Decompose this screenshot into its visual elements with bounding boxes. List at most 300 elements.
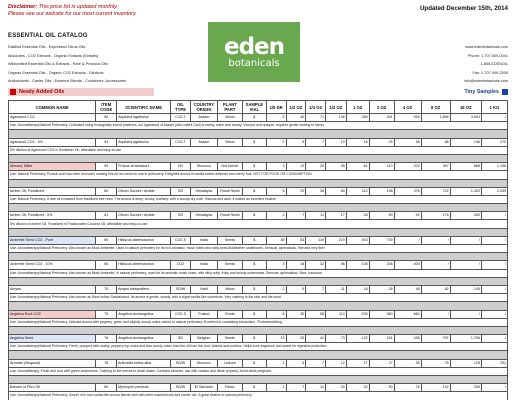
price-cell: 5: [286, 359, 306, 367]
price-cell: 41: [306, 335, 326, 343]
price-cell: 3,593: [450, 114, 481, 122]
price-cell: 1,796: [450, 335, 481, 343]
oil-row[interactable]: [9, 261, 508, 269]
price-cell: 128: [450, 359, 481, 367]
oil-name: Agarwood CO2 - 5%: [9, 138, 96, 146]
oil-name: Amber Oil, Fossilized - 5%: [9, 212, 96, 220]
price-cell: 110: [326, 310, 347, 318]
price-cell: 3: [266, 163, 286, 171]
separator-cell: [9, 253, 508, 261]
catalog-category: Absolutes - CO2 Extracts - Organic Extracts (Extraits): [8, 53, 99, 58]
price-cell: 46: [394, 138, 421, 146]
oil-name: Ambrette Seed CO2 - 10%: [9, 261, 96, 269]
price-cell: $: [242, 310, 266, 318]
column-header: 8 OZ: [421, 101, 450, 114]
scientific-name: Amyris balsamifera: [117, 285, 171, 293]
price-cell: /: [481, 114, 507, 122]
price-cell: 20: [286, 187, 306, 195]
price-cell: /: [450, 236, 481, 244]
price-cell: /: [481, 236, 507, 244]
price-cell: 27: [369, 359, 394, 367]
oil-name: Almond, Bitter: [9, 163, 96, 171]
description-row: [9, 171, 508, 179]
oil-type: CO2: [171, 261, 191, 269]
price-cell: 119: [306, 236, 326, 244]
price-cell: 92: [394, 212, 421, 220]
price-cell: 61: [346, 163, 369, 171]
price-cell: 60: [326, 187, 347, 195]
oil-type: CO2-T: [171, 138, 191, 146]
price-cell: $: [242, 236, 266, 244]
plant-part: Resin: [217, 384, 242, 392]
oil-name: Angelica Root CO2: [9, 310, 96, 318]
row-separator: [9, 154, 508, 162]
price-cell: 300: [450, 212, 481, 220]
price-cell: 2: [266, 138, 286, 146]
column-header: 1/4 OZ: [306, 101, 326, 114]
oil-row[interactable]: [9, 114, 508, 122]
price-cell: /: [421, 310, 450, 318]
price-cell: 26: [369, 285, 394, 293]
item-code: 60: [96, 187, 117, 195]
item-code: 66: [96, 261, 117, 269]
price-cell: 241: [369, 335, 394, 343]
price-cell: 82: [421, 285, 450, 293]
catalog-category: Distilled Essential Oils - Expressed Citrus Oils: [8, 45, 86, 49]
plant-part: Roots: [217, 310, 242, 318]
item-code: 70: [96, 285, 117, 293]
price-cell: 176: [421, 212, 450, 220]
price-cell: 88: [421, 138, 450, 146]
oil-type: SD: [171, 335, 191, 343]
scientific-name: Angelica archangelica: [117, 335, 171, 343]
table-body: [9, 114, 508, 400]
oil-type: SD/W: [171, 384, 191, 392]
column-header: PLANT PART: [217, 101, 242, 114]
price-cell: 6: [266, 310, 286, 318]
separator-cell: [9, 204, 508, 212]
oil-name: Ambrette Seed CO2 - Pure: [9, 236, 96, 244]
plant-part: Wood: [217, 114, 242, 122]
price-cell: 50: [369, 212, 394, 220]
oil-row[interactable]: [9, 335, 508, 343]
item-code: 78: [96, 359, 117, 367]
price-table: [8, 100, 508, 400]
price-cell: 73: [326, 335, 347, 343]
price-cell: 16: [286, 261, 306, 269]
price-cell: 251: [481, 359, 507, 367]
price-cell: 30: [286, 310, 306, 318]
country-origin: Haiti: [190, 285, 217, 293]
price-cell: 36: [306, 187, 326, 195]
price-cell: 76: [394, 384, 421, 392]
price-cell: $: [242, 212, 266, 220]
price-cell: 360: [369, 310, 394, 318]
oil-type: CO2-S: [171, 236, 191, 244]
description-row: [9, 122, 508, 130]
plant-part: Nut Kernel: [217, 163, 242, 171]
price-cell: 71: [306, 114, 326, 122]
price-cell: 5: [286, 138, 306, 146]
price-cell: $: [242, 138, 266, 146]
separator-cell: [9, 154, 508, 162]
oil-name: Angelica Seed: [9, 335, 96, 343]
row-separator: [9, 302, 508, 310]
description-row: [9, 220, 508, 228]
price-cell: $: [242, 187, 266, 195]
price-cell: 198: [369, 187, 394, 195]
row-separator: [9, 351, 508, 359]
price-cell: 16: [346, 285, 369, 293]
scientific-name: Myroxylon pereirae: [117, 384, 171, 392]
price-cell: 5: [266, 114, 286, 122]
catalog-categories: [8, 43, 208, 86]
price-cell: 7: [306, 138, 326, 146]
price-cell: 12: [306, 384, 326, 392]
price-cell: $: [242, 261, 266, 269]
price-cell: 16: [346, 138, 369, 146]
item-code: 55: [96, 114, 117, 122]
legend-tiny-label: Tiny Samples: [464, 89, 499, 95]
oil-description: 5% dilution of Agarwood CO2 in Sunflower Oil, affordable and easy-to-use: [9, 146, 508, 154]
item-code: 59: [96, 163, 117, 171]
price-cell: /: [450, 310, 481, 318]
price-cell: $: [242, 359, 266, 367]
price-cell: 25: [286, 335, 306, 343]
column-header: OIL TYPE: [171, 101, 191, 114]
row-separator: [9, 228, 508, 236]
oil-type: DD: [171, 187, 191, 195]
contact-tollfree: 1-855-EDENOIL: [480, 62, 508, 67]
price-cell: 10: [326, 138, 347, 146]
separator-cell: [9, 277, 508, 285]
price-cell: 206: [450, 384, 481, 392]
country-origin: Belgium: [190, 335, 217, 343]
plant-part: Wood: [217, 138, 242, 146]
oil-description: Use: Aromatherapy. Fresh and cool with green undertones. Calming to the nerves in small doses. Contains ketones, use with caution and dilute properly. Avoid while pregnant.: [9, 367, 508, 375]
catalog-category: Organic Essential Oils - Organic CO2 Extracts - Dilutions: [8, 70, 104, 75]
catalog-title: ESSENTIAL OIL CATALOG: [8, 33, 88, 39]
table-header: [9, 101, 508, 114]
price-cell: 1,403: [450, 187, 481, 195]
price-cell: 7: [306, 359, 326, 367]
plant-part: Fossil Resin: [217, 212, 242, 220]
plant-part: Wood: [217, 285, 242, 293]
column-header: COUNTRY ORIGIN: [190, 101, 217, 114]
oil-name: Amyris: [9, 285, 96, 293]
column-header: 2 OZ: [369, 101, 394, 114]
price-cell: 1,196: [481, 163, 507, 171]
scientific-name: Hibiscus abelmoschus: [117, 236, 171, 244]
scientific-name: Angelica archangelica: [117, 310, 171, 318]
column-header: SAMPLE VIAL: [242, 101, 266, 114]
price-cell: 400: [394, 261, 421, 269]
contact-info: [398, 43, 508, 86]
price-cell: 45: [394, 359, 421, 367]
column-header: 1/2 OZ: [286, 101, 306, 114]
row-separator: [9, 179, 508, 187]
price-cell: 20: [326, 384, 347, 392]
price-cell: 7: [286, 212, 306, 220]
description-row: [9, 318, 508, 326]
price-cell: $: [242, 335, 266, 343]
price-cell: 25: [369, 138, 394, 146]
price-cell: 219: [326, 236, 347, 244]
price-cell: 146: [450, 138, 481, 146]
contact-fax: Fax: 1-707-949-2530: [472, 70, 508, 75]
oil-row[interactable]: [9, 212, 508, 220]
column-header: 1 KG: [481, 101, 507, 114]
row-separator: [9, 277, 508, 285]
price-cell: 11: [326, 285, 347, 293]
scientific-name: Artemisia herba-alba: [117, 359, 171, 367]
price-cell: 660: [394, 310, 421, 318]
price-cell: 2: [266, 212, 286, 220]
column-header: 1/6 DR: [266, 101, 286, 114]
price-cell: 945: [394, 114, 421, 122]
separator-cell: [9, 326, 508, 334]
row-separator: [9, 376, 508, 384]
price-cell: 40: [286, 114, 306, 122]
oil-description: 5% dilution of Amber Oil, Fossilized in Fractionated Coconut Oil, affordable and easy-to-use.: [9, 220, 508, 228]
price-cell: 3: [266, 261, 286, 269]
price-cell: /: [481, 310, 507, 318]
price-cell: 5: [266, 187, 286, 195]
row-separator: [9, 326, 508, 334]
price-cell: 13: [266, 335, 286, 343]
price-cell: 50: [369, 384, 394, 392]
legend-new-label: Newly Added Oils: [19, 89, 65, 95]
blue-square-icon: [502, 89, 508, 95]
plant-part: Fossil Resin: [217, 187, 242, 195]
red-square-icon: [10, 89, 16, 95]
oil-type: CO2-S: [171, 310, 191, 318]
description-row: [9, 294, 508, 302]
description-row: [9, 269, 508, 277]
country-origin: El Salvador: [190, 384, 217, 392]
oil-row[interactable]: [9, 236, 508, 244]
column-header: 4 OZ: [394, 101, 421, 114]
price-cell: $: [242, 163, 266, 171]
price-cell: /: [421, 261, 450, 269]
price-cell: 132: [421, 384, 450, 392]
disclaimer: [8, 4, 368, 18]
separator-cell: [9, 130, 508, 138]
oil-type: DD: [171, 212, 191, 220]
price-cell: /: [450, 261, 481, 269]
price-cell: 136: [326, 114, 347, 122]
oil-type: SD/W: [171, 359, 191, 367]
eden-botanicals-logo: [208, 22, 300, 82]
country-origin: Morocco: [190, 359, 217, 367]
oil-row[interactable]: [9, 163, 508, 171]
scientific-name: Oleum Succini / Ambar: [117, 187, 171, 195]
catalog-category: Antioxidants - Carrier Oils - Essence Blends - Containers, Accessories: [8, 79, 126, 84]
price-cell: 438: [394, 335, 421, 343]
item-code: 65: [96, 236, 117, 244]
item-code: 80: [96, 384, 117, 392]
oil-row[interactable]: [9, 187, 508, 195]
price-cell: 378: [394, 187, 421, 195]
oil-row[interactable]: [9, 310, 508, 318]
column-header: ITEM CODE: [96, 101, 117, 114]
oil-row[interactable]: [9, 285, 508, 293]
price-cell: /: [481, 384, 507, 392]
column-header: COMMON NAME: [9, 101, 96, 114]
contact-phone: Phone: 1-707-509-0041: [467, 53, 508, 58]
column-header: SCIENTIFIC NAME: [117, 101, 171, 114]
oil-type: HD: [171, 163, 191, 171]
oil-type: CO2-T: [171, 114, 191, 122]
oil-name: Armoise (Mugwort): [9, 359, 96, 367]
price-cell: 28: [346, 212, 369, 220]
scientific-name: Hibiscus abelmoschus: [117, 261, 171, 269]
price-cell: 668: [450, 163, 481, 171]
oil-description: Use: Aromatherapy/Natural Perfumery. Also known as Musk Ambrette, in natural perfumery, used for its animalic musk notes, with silky nutty, fruity and woody undertones. Sensual, aphrodisiac. Nice, luxurious.: [9, 269, 508, 277]
country-origin: Poland: [190, 310, 217, 318]
scientific-name: Prunus armeniaca L.: [117, 163, 171, 171]
item-code: 76: [96, 335, 117, 343]
price-cell: 739: [369, 236, 394, 244]
oil-description: Use: Aromatherapy/Natural Perfumery. Cultivated using ecologically sound practices, our Agarwood of Assam (also called Oud) is earthy, warm and woody. Viscous and opaque, requires gentle heating to blend.: [9, 122, 508, 130]
oil-description: Use: Aromatherapy/Natural Perfumery. Also known as West Indian Sandalwood, its aroma is gentle, woody, with a slight vanilla-like undertone. Very calming to the skin and the mind.: [9, 294, 508, 302]
price-cell: 56: [326, 261, 347, 269]
price-cell: 63: [286, 236, 306, 244]
price-cell: 202: [394, 163, 421, 171]
price-cell: $: [242, 384, 266, 392]
disclaimer-line2: Please see our website for our most current inventory.: [8, 11, 137, 17]
oil-description: Use: Aromatherapy/Natural Perfumery. Delicate aroma with peppery, green and slightly woody notes valued in natural perfumery. Excellent in combating exhaustion. Photosensitizing.: [9, 318, 508, 326]
price-cell: 797: [421, 335, 450, 343]
price-cell: 12: [326, 359, 347, 367]
plant-part: Seeds: [217, 236, 242, 244]
price-cell: 75: [421, 359, 450, 367]
price-cell: 35: [266, 236, 286, 244]
price-cell: /: [481, 261, 507, 269]
catalog-category: Wildcrafted Essential Oils & Extracts - Rare & Precious Oils: [8, 62, 109, 67]
price-cell: 112: [346, 187, 369, 195]
price-cell: 206: [369, 261, 394, 269]
price-cell: /: [394, 236, 421, 244]
description-row: [9, 367, 508, 375]
price-cell: 491: [369, 114, 394, 122]
price-cell: 17: [346, 359, 369, 367]
row-separator: [9, 253, 508, 261]
separator-cell: [9, 376, 508, 384]
column-header: 1 OZ: [346, 101, 369, 114]
item-code: 61: [96, 212, 117, 220]
disclaimer-label: Disclaimer:: [8, 4, 38, 10]
price-cell: 12: [286, 163, 306, 171]
scientific-name: Aquilaria agallocha: [117, 138, 171, 146]
oil-name: Balsam of Peru Oil: [9, 384, 96, 392]
separator-cell: [9, 228, 508, 236]
price-cell: 46: [394, 285, 421, 293]
separator-cell: [9, 302, 508, 310]
separator-cell: [9, 179, 508, 187]
oil-description: Use: Aromatherapy/Natural Perfumery. Sweet, rich and vanilla-like aroma blends well with other essential oils and carrier oils. A great fixative in natural perfumery.: [9, 392, 508, 400]
plant-part: Seeds: [217, 335, 242, 343]
price-cell: 250: [346, 114, 369, 122]
oil-name: Agarwood CO2: [9, 114, 96, 122]
price-cell: /: [421, 236, 450, 244]
oil-row[interactable]: [9, 384, 508, 392]
country-origin: Morocco: [190, 163, 217, 171]
logo-sub-text: botanicals: [228, 57, 280, 69]
price-cell: /: [481, 212, 507, 220]
oil-description: Use: Aromatherapy/Natural Perfumery. Also known as Musk Ambrette. Used in natural perfumery for its rich aromatic, musk notes and nutty-seed-like/leather undertones. Sensual, aphrodisiac, fine and very fine!: [9, 245, 508, 253]
price-cell: 270: [481, 138, 507, 146]
description-row: [9, 343, 508, 351]
row-separator: [9, 204, 508, 212]
country-origin: Himalayas: [190, 187, 217, 195]
country-origin: Assam: [190, 138, 217, 146]
separator-cell: [9, 351, 508, 359]
price-cell: 110: [369, 163, 394, 171]
item-code: 54: [96, 138, 117, 146]
column-header: 16 OZ: [450, 101, 481, 114]
price-cell: 2: [266, 384, 286, 392]
price-cell: 17: [326, 212, 347, 220]
price-cell: 1,846: [421, 114, 450, 122]
oil-row[interactable]: [9, 138, 508, 146]
description-row: [9, 146, 508, 154]
disclaimer-text: This price list is updated monthly.: [38, 4, 118, 10]
contact-website[interactable]: www.edenbotanicals.com: [465, 45, 508, 49]
oil-description: Use: Natural Perfumery. Prussic acid has been removed, making this oil non-toxic for use in perfumery. Delightful aroma of vanilla-sweet almonds and cherry fruit. NOT FOR FOOD OR CONSUMPTION.: [9, 171, 508, 179]
price-cell: 7: [286, 384, 306, 392]
oil-description: Use: Natural Perfumery. A rare oil extracted from fossilized tree resin. The aroma is deep, smoky, leathery, with a woody-dry note. Viscous and dark, it makes an excellent fixative.: [9, 195, 508, 203]
oil-description: Use: Aromatherapy/Natural Perfumery. Fresh, pungent with musky, peppery top notes and less woody notes than the oil from the root. Warms and soothes. Helps tone fragrance and sweet for digestive protection.: [9, 343, 508, 351]
country-origin: India: [190, 261, 217, 269]
price-cell: 58: [306, 310, 326, 318]
oil-name: Amber Oil, Fossilized: [9, 187, 96, 195]
price-cell: 722: [421, 187, 450, 195]
price-cell: 108: [346, 261, 369, 269]
description-row: [9, 245, 508, 253]
price-cell: 132: [346, 335, 369, 343]
country-origin: India: [190, 236, 217, 244]
logo-main-text: eden: [223, 33, 285, 60]
plant-part: Seeds: [217, 261, 242, 269]
legend-tiny-samples: [438, 88, 508, 96]
oil-row[interactable]: [9, 359, 508, 367]
price-cell: /: [481, 285, 507, 293]
price-cell: 2: [266, 359, 286, 367]
scientific-name: Oleum Succini / Ambar: [117, 212, 171, 220]
price-cell: 367: [421, 163, 450, 171]
price-cell: 32: [306, 261, 326, 269]
price-cell: 2: [266, 285, 286, 293]
country-origin: Himalayas: [190, 212, 217, 220]
price-cell: $: [242, 285, 266, 293]
updated-date: Updated December 15th, 2014: [419, 5, 508, 12]
legend-new-oils: [8, 88, 154, 96]
country-origin: Assam: [190, 114, 217, 122]
price-cell: 205: [346, 310, 369, 318]
price-cell: 403: [346, 236, 369, 244]
contact-email[interactable]: info@edenbotanicals.com: [464, 79, 508, 84]
price-cell: 32: [346, 384, 369, 392]
price-cell: 5: [286, 285, 306, 293]
price-cell: 7: [306, 285, 326, 293]
price-cell: 2,059: [481, 187, 507, 195]
scientific-name: Aquilaria agallocha: [117, 114, 171, 122]
price-cell: 20: [306, 163, 326, 171]
price-cell: 35: [326, 163, 347, 171]
price-cell: $: [242, 114, 266, 122]
plant-part: Leaves: [217, 359, 242, 367]
